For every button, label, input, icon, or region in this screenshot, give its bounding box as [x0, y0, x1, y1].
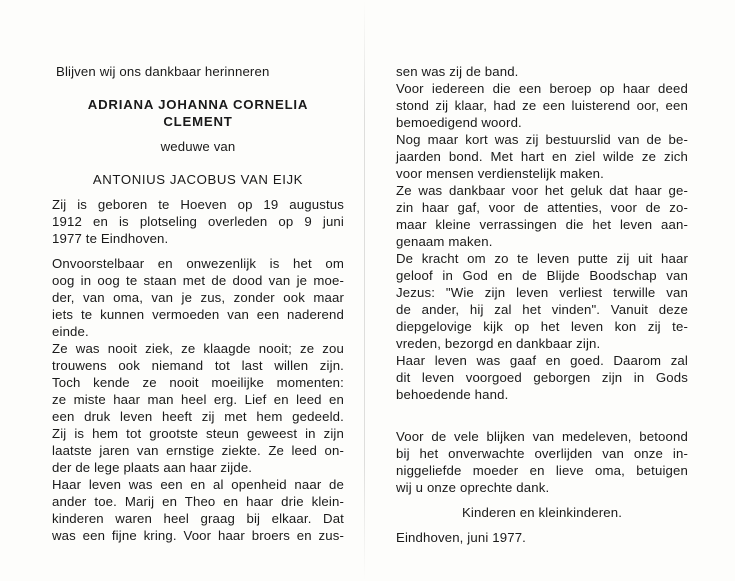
body-line: Ze was dankbaar voor het geluk dat haar ge- [396, 183, 688, 198]
body-line: een druk leven heeft zij met hem gedeeld. [52, 409, 344, 424]
body-line: trouwens ook niemand tot last willen zijn. [52, 358, 344, 373]
body-line: De kracht om zo te leven putte zij uit haar [396, 251, 688, 266]
body-line: was een fijne kring. Voor haar broers en zus- [52, 528, 344, 543]
thanks-line: Voor de vele blijken van medeleven, betoond [396, 429, 688, 444]
thanks-line: wij u onze oprechte dank. [396, 480, 550, 495]
body-line: genaam maken. [396, 234, 493, 249]
thanks-line: niggeliefde moeder en lieve oma, betuigen [396, 463, 688, 478]
body-line: de ander, hij zal het vinden". Vanuit deze [396, 302, 688, 317]
place-date: Eindhoven, juni 1977. [396, 530, 526, 545]
body-line: bemoedigend woord. [396, 115, 522, 130]
body-line: dit leven voorgoed geborgen zijn in Gods [396, 370, 688, 385]
birth-line: Zij is geboren te Hoeven op 19 augustus [52, 197, 344, 212]
birth-line: 1977 te Eindhoven. [52, 231, 169, 246]
body-line: geloof in God en de Blijde Boodschap van [396, 268, 688, 283]
husband-name: ANTONIUS JACOBUS VAN EIJK [92, 172, 304, 187]
body-line: diepgelovige kijk op het leven kon zij te- [396, 319, 688, 334]
body-line: stond zij klaar, had ze een luisterend oor, een [396, 98, 688, 113]
deceased-name-line2: CLEMENT [163, 114, 233, 129]
body-line: einde. [52, 324, 89, 339]
thanks-line: bij het onverwachte overlijden van onze in- [396, 446, 688, 461]
body-line: maar kleine verrassingen die het leven aan- [396, 217, 688, 232]
body-line: Onvoorstelbaar en onwezenlijk is het om [52, 256, 344, 271]
body-line: iets te kunnen vermoeden van een naderend [52, 307, 344, 322]
card-fold [364, 0, 365, 581]
body-line: Voor iedereen die een beroep op haar deed [396, 81, 688, 96]
body-line: Jezus: "Wie zijn leven verliest terwille van [396, 285, 688, 300]
body-line: ze miste haar man heel erg. Lief en leed en [52, 392, 344, 407]
deceased-name-line1: ADRIANA JOHANNA CORNELIA [87, 97, 309, 112]
body-line: zin haar gaf, voor de attenties, voor de zo- [396, 200, 688, 215]
signature: Kinderen en kleinkinderen. [461, 505, 623, 520]
body-line: Ze was nooit ziek, ze klaagde nooit; ze zou [52, 341, 344, 356]
intro-text: Blijven wij ons dankbaar herinneren [56, 64, 270, 79]
body-line: kinderen waren heel graag bij elkaar. Dat [52, 511, 344, 526]
body-line: Nog maar kort was zij bestuurslid van de be- [396, 132, 688, 147]
body-line: oog in oog te staan met de dood van je moe- [52, 273, 344, 288]
birth-line: 1912 en is plotseling overleden op 9 juni [52, 214, 344, 229]
body-line: behoedende hand. [396, 387, 509, 402]
body-line: Haar leven was gaaf en goed. Daarom zal [396, 353, 688, 368]
body-line: Toch kende ze nooit moeilijke momenten: [52, 375, 344, 390]
body-line: der de lege plaats aan haar zijde. [52, 460, 253, 475]
body-line: jaarden bond. Met hart en ziel wilde ze zich [396, 149, 688, 164]
body-line: vreden, bezorgd en dankbaar zijn. [396, 336, 601, 351]
body-line: der, van oma, van je zus, zonder ook maar [52, 290, 344, 305]
body-line: voor mensen verdienstelijk maken. [396, 166, 604, 181]
body-line: ander toe. Marij en Theo en haar drie klein- [52, 494, 344, 509]
body-line: Zij is hem tot grootste steun geweest in zijn [52, 426, 344, 441]
widow-of-text: weduwe van [160, 139, 236, 154]
body-line: sen was zij de band. [396, 64, 519, 79]
body-line: Haar leven was een en al openheid naar de [52, 477, 344, 492]
body-line: laatste jaren van ernstige ziekte. Ze leed on- [52, 443, 344, 458]
